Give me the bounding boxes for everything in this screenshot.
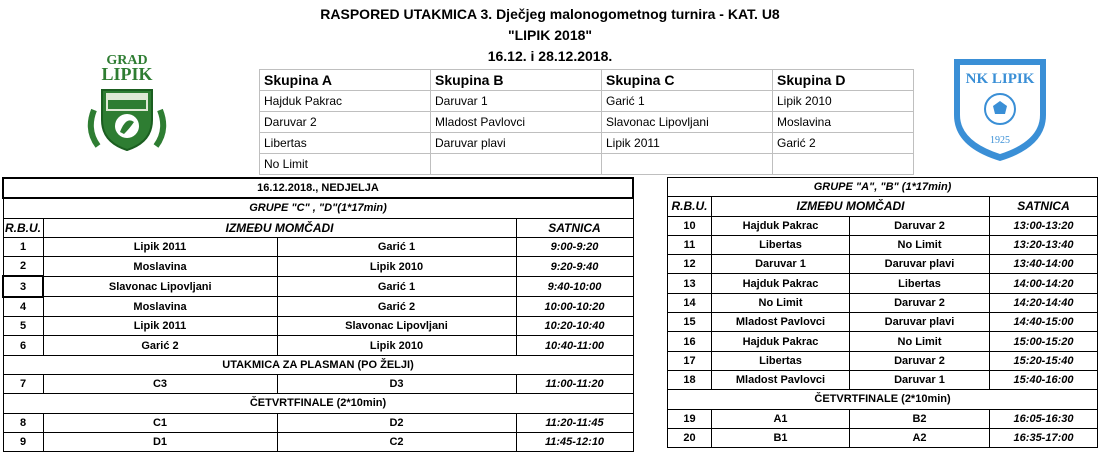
home-team: D1 bbox=[43, 432, 277, 451]
table-row bbox=[3, 276, 633, 296]
match-no: 7 bbox=[3, 374, 43, 393]
match-no: 17 bbox=[668, 351, 712, 370]
group-team bbox=[773, 154, 914, 175]
home-team: Hajduk Pakrac bbox=[712, 216, 850, 235]
match-no: 6 bbox=[3, 336, 43, 355]
match-time: 14:40-15:00 bbox=[990, 313, 1098, 332]
match-no: 9 bbox=[3, 432, 43, 451]
date-header: 16.12.2018., NEDJELJA bbox=[3, 178, 633, 198]
group-team: Garić 2 bbox=[773, 133, 914, 154]
home-team: Slavonac Lipovljani bbox=[43, 276, 277, 296]
col-time: SATNICA bbox=[516, 218, 633, 237]
group-team: Moslavina bbox=[773, 112, 914, 133]
group-team: Lipik 2010 bbox=[773, 91, 914, 112]
quarterfinal-header: ČETVRTFINALE (2*10min) bbox=[668, 390, 1098, 409]
placement-header: UTAKMICA ZA PLASMAN (PO ŽELJI) bbox=[3, 355, 633, 374]
away-team: No Limit bbox=[850, 332, 990, 351]
match-no: 20 bbox=[668, 428, 712, 447]
away-team: Garić 1 bbox=[277, 276, 516, 296]
home-team: C3 bbox=[43, 374, 277, 393]
table-row bbox=[668, 216, 1098, 235]
home-team: A1 bbox=[712, 409, 850, 428]
match-time: 11:20-11:45 bbox=[516, 413, 633, 432]
match-time: 15:00-15:20 bbox=[990, 332, 1098, 351]
groups-ab-header: GRUPE "A", "B" (1*17min) bbox=[668, 178, 1098, 197]
away-team: Daruvar 1 bbox=[850, 370, 990, 389]
match-no: 16 bbox=[668, 332, 712, 351]
table-row bbox=[3, 257, 633, 277]
table-row bbox=[668, 351, 1098, 370]
away-team: No Limit bbox=[850, 235, 990, 254]
away-team: Slavonac Lipovljani bbox=[277, 317, 516, 336]
match-no: 12 bbox=[668, 255, 712, 274]
match-time: 13:20-13:40 bbox=[990, 235, 1098, 254]
match-time: 15:20-15:40 bbox=[990, 351, 1098, 370]
table-row bbox=[668, 409, 1098, 428]
table-row bbox=[668, 428, 1098, 447]
match-no: 2 bbox=[3, 257, 43, 277]
group-team bbox=[431, 154, 602, 175]
home-team: B1 bbox=[712, 428, 850, 447]
col-rbu: R.B.U. bbox=[3, 218, 43, 237]
table-row bbox=[3, 413, 633, 432]
group-team: Hajduk Pakrac bbox=[260, 91, 431, 112]
group-team: Daruvar 2 bbox=[260, 112, 431, 133]
left-schedule-table bbox=[2, 177, 634, 452]
away-team: Daruvar plavi bbox=[850, 313, 990, 332]
group-team: Daruvar 1 bbox=[431, 91, 602, 112]
match-no: 8 bbox=[3, 413, 43, 432]
match-time: 11:45-12:10 bbox=[516, 432, 633, 451]
match-time: 10:00-10:20 bbox=[516, 297, 633, 317]
match-time: 10:20-10:40 bbox=[516, 317, 633, 336]
group-team: Daruvar plavi bbox=[431, 133, 602, 154]
group-team bbox=[602, 154, 773, 175]
home-team: Libertas bbox=[712, 351, 850, 370]
group-header: Skupina D bbox=[773, 70, 914, 91]
away-team: Daruvar 2 bbox=[850, 293, 990, 312]
table-row bbox=[3, 432, 633, 451]
table-row bbox=[3, 317, 633, 336]
away-team: Daruvar plavi bbox=[850, 255, 990, 274]
match-time: 13:40-14:00 bbox=[990, 255, 1098, 274]
match-time: 15:40-16:00 bbox=[990, 370, 1098, 389]
match-no: 1 bbox=[3, 237, 43, 256]
match-no: 3 bbox=[3, 276, 43, 296]
group-team: Lipik 2011 bbox=[602, 133, 773, 154]
match-time: 14:20-14:40 bbox=[990, 293, 1098, 312]
group-team: Mladost Pavlovci bbox=[431, 112, 602, 133]
table-row bbox=[668, 370, 1098, 389]
table-row bbox=[668, 313, 1098, 332]
home-team: Libertas bbox=[712, 235, 850, 254]
col-rbu: R.B.U. bbox=[668, 197, 712, 216]
match-time: 9:20-9:40 bbox=[516, 257, 633, 277]
title-line-3: 16.12. i 28.12.2018. bbox=[487, 48, 613, 64]
table-row bbox=[3, 336, 633, 355]
home-team: C1 bbox=[43, 413, 277, 432]
away-team: A2 bbox=[850, 428, 990, 447]
logo-left-line2: LIPIK bbox=[101, 64, 153, 84]
table-row bbox=[668, 332, 1098, 351]
col-teams: IZMEĐU MOMČADI bbox=[43, 218, 516, 237]
home-team: Mladost Pavlovci bbox=[712, 370, 850, 389]
table-row bbox=[668, 235, 1098, 254]
away-team: Daruvar 2 bbox=[850, 351, 990, 370]
home-team: Lipik 2011 bbox=[43, 237, 277, 256]
away-team: D3 bbox=[277, 374, 516, 393]
table-row bbox=[668, 255, 1098, 274]
home-team: Daruvar 1 bbox=[712, 255, 850, 274]
groups-cd-header: GRUPE "C" , "D"(1*17min) bbox=[3, 198, 633, 218]
away-team: Garić 1 bbox=[277, 237, 516, 256]
match-no: 11 bbox=[668, 235, 712, 254]
away-team: B2 bbox=[850, 409, 990, 428]
table-row bbox=[3, 237, 633, 256]
logo-right-name: NK LIPIK bbox=[965, 71, 1035, 87]
match-no: 18 bbox=[668, 370, 712, 389]
quarterfinal-header: ČETVRTFINALE (2*10min) bbox=[3, 394, 633, 413]
away-team: D2 bbox=[277, 413, 516, 432]
home-team: No Limit bbox=[712, 293, 850, 312]
home-team: Moslavina bbox=[43, 257, 277, 277]
group-team: No Limit bbox=[260, 154, 431, 175]
match-no: 4 bbox=[3, 297, 43, 317]
right-schedule-table bbox=[667, 177, 1098, 448]
match-no: 13 bbox=[668, 274, 712, 293]
group-header: Skupina B bbox=[431, 70, 602, 91]
grad-lipik-logo bbox=[68, 50, 186, 156]
home-team: Mladost Pavlovci bbox=[712, 313, 850, 332]
group-header: Skupina C bbox=[602, 70, 773, 91]
match-time: 14:00-14:20 bbox=[990, 274, 1098, 293]
groups-table bbox=[259, 69, 914, 175]
match-time: 9:00-9:20 bbox=[516, 237, 633, 256]
away-team: C2 bbox=[277, 432, 516, 451]
match-time: 13:00-13:20 bbox=[990, 216, 1098, 235]
home-team: Hajduk Pakrac bbox=[712, 274, 850, 293]
home-team: Hajduk Pakrac bbox=[712, 332, 850, 351]
away-team: Libertas bbox=[850, 274, 990, 293]
home-team: Garić 2 bbox=[43, 336, 277, 355]
home-team: Moslavina bbox=[43, 297, 277, 317]
away-team: Lipik 2010 bbox=[277, 257, 516, 277]
match-time: 9:40-10:00 bbox=[516, 276, 633, 296]
title-line-1: RASPORED UTAKMICA 3. Dječjeg malonogometnog turnira - KAT. U8 bbox=[320, 6, 780, 22]
group-team: Slavonac Lipovljani bbox=[602, 112, 773, 133]
match-time: 16:05-16:30 bbox=[990, 409, 1098, 428]
table-row bbox=[668, 274, 1098, 293]
away-team: Lipik 2010 bbox=[277, 336, 516, 355]
col-time: SATNICA bbox=[990, 197, 1098, 216]
group-team: Garić 1 bbox=[602, 91, 773, 112]
title-line-2: "LIPIK 2018" bbox=[507, 27, 593, 43]
away-team: Daruvar 2 bbox=[850, 216, 990, 235]
match-no: 19 bbox=[668, 409, 712, 428]
group-header: Skupina A bbox=[260, 70, 431, 91]
table-row bbox=[668, 293, 1098, 312]
match-time: 10:40-11:00 bbox=[516, 336, 633, 355]
logo-left-line1: GRAD bbox=[106, 53, 148, 68]
match-no: 14 bbox=[668, 293, 712, 312]
match-time: 16:35-17:00 bbox=[990, 428, 1098, 447]
col-teams: IZMEĐU MOMČADI bbox=[712, 197, 990, 216]
match-time: 11:00-11:20 bbox=[516, 374, 633, 393]
match-no: 5 bbox=[3, 317, 43, 336]
away-team: Garić 2 bbox=[277, 297, 516, 317]
match-no: 15 bbox=[668, 313, 712, 332]
logo-right-year: 1925 bbox=[990, 135, 1010, 146]
group-team: Libertas bbox=[260, 133, 431, 154]
table-row bbox=[3, 297, 633, 317]
table-row bbox=[3, 374, 633, 393]
nk-lipik-logo bbox=[950, 55, 1050, 163]
home-team: Lipik 2011 bbox=[43, 317, 277, 336]
match-no: 10 bbox=[668, 216, 712, 235]
